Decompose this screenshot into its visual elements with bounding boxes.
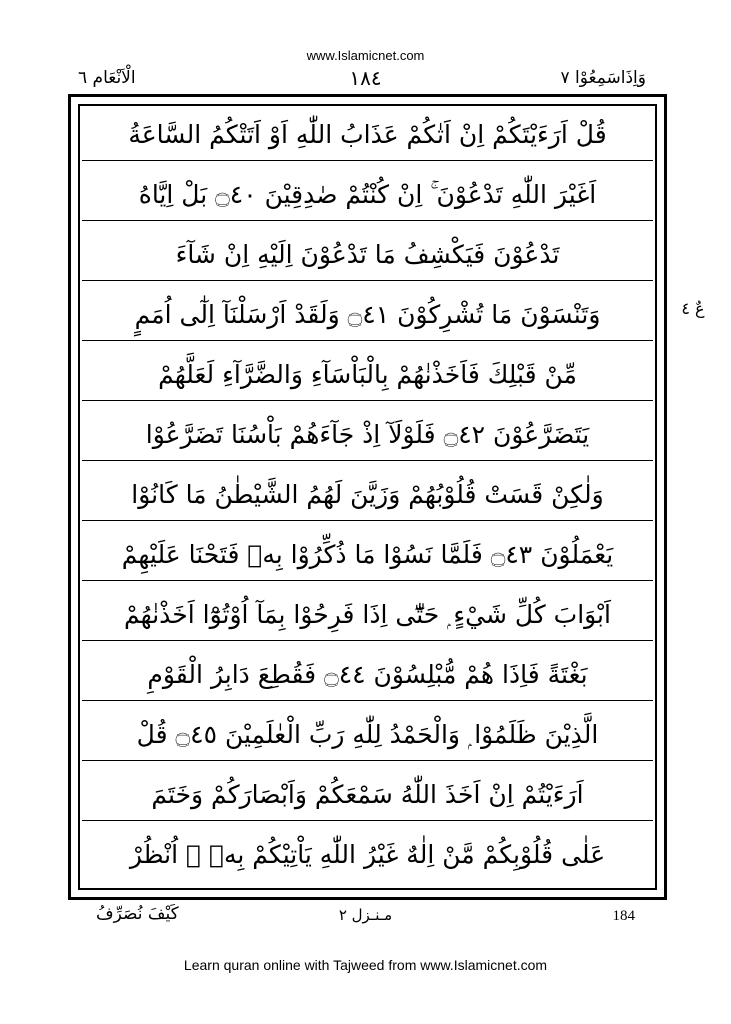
text-line: يَتَضَرَّعُوْنَ ۝٤٢ فَلَوْلَآ اِذْ جَآءَهُمْ بَاْسُنَا تَضَرَّعُوْا: [82, 408, 653, 461]
text-line: تَدْعُوْنَ فَيَكْشِفُ مَا تَدْعُوْنَ اِلَيْهِ اِنْ شَآءَ: [82, 228, 653, 281]
page-number: 184: [612, 908, 635, 924]
text-line: وَتَنْسَوْنَ مَا تُشْرِكُوْنَ ۝٤١ وَلَقَدْ اَرْسَلْنَآ اِلٰٓى اُمَمٍ: [82, 288, 653, 341]
page-number-arabic: ١٨٤: [349, 66, 382, 90]
juz-name-header: وَاِذَاسَمِعُوْا ٧: [560, 68, 646, 88]
text-line: عَلٰى قُلُوْبِكُمْ مَّنْ اِلٰهٌ غَيْرُ اللّٰهِ يَاْتِيْكُمْ بِهٖ ۭ اُنْظُرْ: [129, 840, 606, 869]
text-line: وَلٰكِنْ قَسَتْ قُلُوْبُهُمْ وَزَيَّنَ لَهُمُ الشَّيْطٰنُ مَا كَانُوْا: [82, 468, 653, 521]
ruku-marker: عٌ ٤: [681, 299, 705, 318]
quran-text-block: [82, 108, 653, 886]
text-line: اَبْوَابَ كُلِّ شَيْءٍ ۭ حَتّٰٓى اِذَا فَرِحُوْا بِمَآ اُوْتُوْٓا اَخَذْنٰهُمْ: [82, 588, 653, 641]
surah-name-header: الْاَنْعَام ٦: [78, 68, 136, 88]
site-footer-link: Learn quran online with Tajweed from www.Islamicnet.com: [183, 957, 548, 973]
text-line: بَغْتَةً فَاِذَا هُمْ مُّبْلِسُوْنَ ۝٤٤ فَقُطِعَ دَابِرُ الْقَوْمِ: [82, 648, 653, 701]
text-line: الَّذِيْنَ ظَلَمُوْا ۭ وَالْحَمْدُ لِلّٰهِ رَبِّ الْعٰلَمِيْنَ ۝٤٥ قُلْ: [82, 708, 653, 761]
text-line: يَعْمَلُوْنَ ۝٤٣ فَلَمَّا نَسُوْا مَا ذُكِّرُوْا بِهٖ فَتَحْنَا عَلَيْهِمْ: [82, 528, 653, 581]
site-url-top: www.Islamicnet.com: [306, 48, 425, 63]
manzil-label: مـنـزل ٢: [338, 906, 393, 924]
text-line: قُلْ اَرَءَيْتَكُمْ اِنْ اَتٰكُمْ عَذَابُ اللّٰهِ اَوْ اَتَتْكُمُ السَّاعَةُ: [82, 108, 653, 161]
text-line: اَرَءَيْتُمْ اِنْ اَخَذَ اللّٰهُ سَمْعَكُمْ وَاَبْصَارَكُمْ وَخَتَمَ: [82, 768, 653, 821]
catchword: كَيْفَ نُصَرِّفُ: [96, 904, 179, 924]
text-line: مِّنْ قَبْلِكَ فَاَخَذْنٰهُمْ بِالْبَاْسَآءِ وَالضَّرَّآءِ لَعَلَّهُمْ: [82, 348, 653, 401]
text-line: اَغَيْرَ اللّٰهِ تَدْعُوْنَ ۚ اِنْ كُنْتُمْ صٰدِقِيْنَ ۝٤٠ بَلْ اِيَّاهُ: [82, 168, 653, 221]
